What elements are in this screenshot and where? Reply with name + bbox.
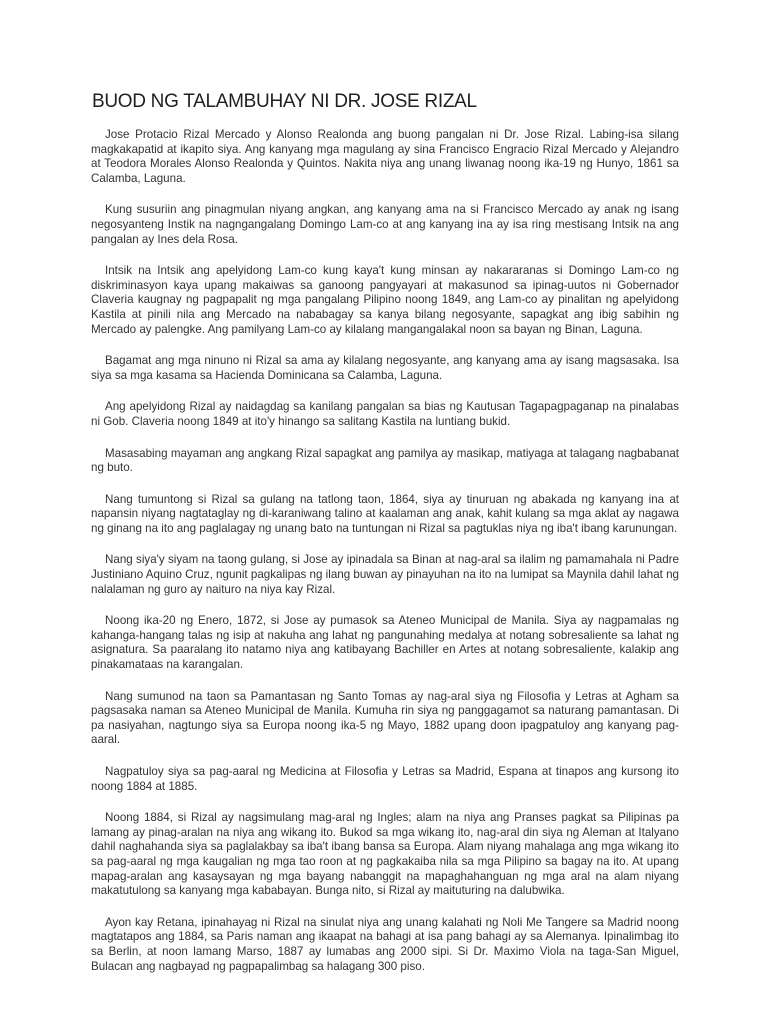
paragraph-8: Nang siya'y siyam na taong gulang, si Jose ay ipinadala sa Binan at nag-aral sa ilalim ng pamamahala ni Padre Justiniano Aquino Cruz, ngunit pagkalipas ng ilang buwan ay pinayuhan na ito na lumipat sa Maynila dahil lahat ng nalalaman ng guro ay naituro na niya kay Rizal. (91, 553, 679, 596)
paragraph-13: Ayon kay Retana, ipinahayag ni Rizal na sinulat niya ang unang kalahati ng Noli Me Tangere sa Madrid noong magtatapos ang 1884, sa Paris naman ang ikaapat na bahagi at isa pang bahagi ay sa Alemanya. Ipinalimbag ito sa Berlin, at noon lamang Marso, 1887 ay lumabas ang 2000 sipi. Si Dr. Maximo Viola na taga-San Miguel, Bulacan ang nagbayad ng pagpapalimbag sa halagang 300 piso. (91, 915, 679, 973)
document-title: BUOD NG TALAMBUHAY NI DR. JOSE RIZAL (92, 91, 477, 112)
paragraph-11: Nagpatuloy siya sa pag-aaral ng Medicina at Filosofia y Letras sa Madrid, Espana at tinapos ang kursong ito noong 1884 at 1885. (91, 765, 679, 793)
paragraph-5: Ang apelyidong Rizal ay naidagdag sa kanilang pangalan sa bias ng Kautusan Tagapagpaganap na pinalabas ni Gob. Claveria noong 1849 at ito'y hinango sa salitang Kastila na luntiang bukid. (91, 400, 679, 428)
paragraph-7: Nang tumuntong si Rizal sa gulang na tatlong taon, 1864, siya ay tinuruan ng abakada ng kanyang ina at napansin niyang nagtataglay ng di-karaniwang talino at kaalaman ang anak, kahit kulang sa mga aklat ay nagawa ng ginang na ito ang paglalagay ng unang bato na tuntungan ni Rizal sa pagtuklas niya ng iba't ibang karunungan. (91, 492, 679, 535)
paragraph-1: Jose Protacio Rizal Mercado y Alonso Realonda ang buong pangalan ni Dr. Jose Rizal. Labing-isa silang magkakapatid at ikapito siya. Ang kanyang mga magulang ay sina Francisco Engracio Rizal Mercado y Alejandro at Teodora Morales Alonso Realonda y Quintos. Nakita niya ang unang liwanag noong ika-19 ng Hunyo, 1861 sa Calamba, Laguna. (91, 128, 679, 185)
document-body (91, 128, 679, 991)
paragraph-12: Noong 1884, si Rizal ay nagsimulang mag-aral ng Ingles; alam na niya ang Pranses pagkat sa Pilipinas pa lamang ay pinag-aralan na niya ang wikang ito. Bukod sa mga wikang ito, nag-aral din siya ng Aleman at Italyano dahil naghahanda siya sa paglalakbay sa iba't ibang bansa sa Europa. Alam niyang mahalaga ang mga wikang ito sa pag-aaral ng mga kaugalian ng mga tao roon at ng pagkakaiba nila sa mga Pilipino sa bagay na ito. At upang mapag-aralan ang kasaysayan ng mga bayang nabanggit na mapaghahanguan ng mga aral na alam niyang makatutulong sa kanyang mga kababayan. Bunga nito, si Rizal ay maituturing na dalubwika. (91, 811, 679, 898)
paragraph-6: Masasabing mayaman ang angkang Rizal sapagkat ang pamilya ay masikap, matiyaga at talagang nagbabanat ng buto. (91, 446, 679, 475)
paragraph-9: Noong ika-20 ng Enero, 1872, si Jose ay pumasok sa Ateneo Municipal de Manila. Siya ay nagpamalas ng kahanga-hangang talas ng isip at nakuha ang lahat ng pangunahing medalya at notang sobresaliente sa lahat ng asignatura. Sa paaralang ito natamo niya ang katibayang Bachiller en Artes at notang sobresaliente, kalakip ang pinakamataas na karangalan. (91, 614, 679, 672)
paragraph-4: Bagamat ang mga ninuno ni Rizal sa ama ay kilalang negosyante, ang kanyang ama ay isang magsasaka. Isa siya sa mga kasama sa Hacienda Dominicana sa Calamba, Laguna. (91, 354, 679, 382)
paragraph-3: Intsik na Intsik ang apelyidong Lam-co kung kaya't kung minsan ay nakararanas si Domingo Lam-co ng diskriminasyon kaya upang makaiwas sa ganoong pangyayari at makasunod sa ipinag-uutos ni Gobernador Claveria kaugnay ng pagpapalit ng mga pangalang Pilipino noong 1849, ang Lam-co ay pinalitan ng apelyidong Kastila at pinili nila ang Mercado na nababagay sa kanya bilang negosyante, sapagkat ang ibig sabihin ng Mercado ay palengke. Ang pamilyang Lam-co ay kilalang mangangalakal noon sa bayan ng Binan, Laguna. (91, 264, 679, 336)
paragraph-10: Nang sumunod na taon sa Pamantasan ng Santo Tomas ay nag-aral siya ng Filosofia y Letras at Agham sa pagsasaka naman sa Ateneo Municipal de Manila. Kumuha rin siya ng panggagamot sa naturang pamantasan. Di pa nasiyahan, nagtungo siya sa Europa noong ika-5 ng Mayo, 1882 upang doon ipagpatuloy ang kanyang pag-aaral. (91, 689, 679, 747)
paragraph-2: Kung susuriin ang pinagmulan niyang angkan, ang kanyang ama na si Francisco Mercado ay anak ng isang negosyanteng Instik na nagngangalang Domingo Lam-co at ang kanyang ina ay isa ring mestisang Intsik na ang pangalan ay Ines dela Rosa. (91, 203, 679, 246)
